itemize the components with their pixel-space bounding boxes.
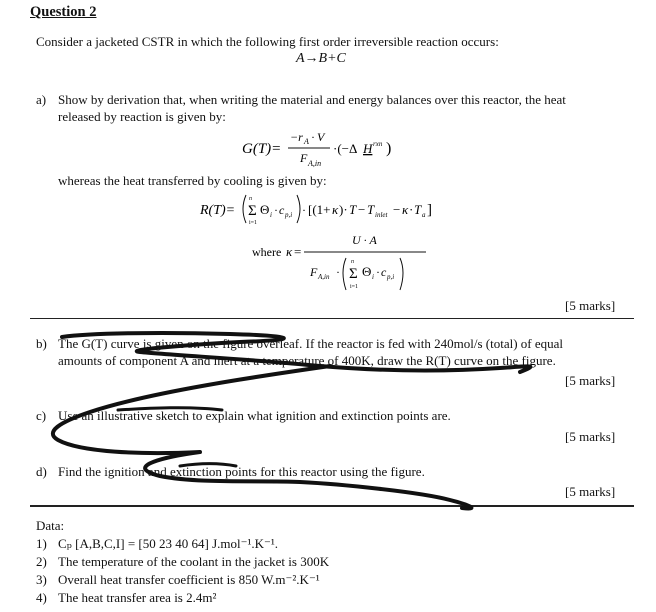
part-a-marks: [5 marks] (565, 298, 616, 313)
svg-text:V: V (317, 130, 325, 144)
svg-text:·: · (311, 130, 315, 144)
svg-text:F: F (310, 265, 318, 279)
equation-r (198, 191, 468, 227)
svg-text:c: c (279, 203, 285, 217)
equation-kappa-svg (250, 228, 430, 294)
svg-text:i: i (270, 211, 272, 219)
svg-text:−r: −r (290, 130, 303, 144)
svg-text:c: c (381, 265, 387, 279)
data-item-3-text: Overall heat transfer coefficient is 850 W.m⁻².K⁻¹ (58, 572, 320, 587)
divider-bottom (30, 505, 634, 507)
svg-text:n: n (351, 259, 354, 265)
svg-text:[(1+: [(1+ (308, 202, 331, 217)
whereas-text: whereas the heat transferred by cooling is given by: (58, 173, 327, 188)
svg-text:R(T)=: R(T)= (200, 203, 236, 218)
part-c-text: Use an illustrative sketch to explain what ignition and extinction points are. (58, 408, 451, 423)
data-item-1-num: 1) (36, 536, 47, 551)
svg-text:κ: κ (332, 202, 339, 217)
svg-text:·(−Δ: ·(−Δ (333, 141, 358, 156)
part-a-label: a) (36, 92, 47, 107)
svg-text:p,i: p,i (387, 273, 395, 281)
svg-text:·: · (302, 203, 306, 217)
reaction-equation: A→B+C (296, 51, 346, 66)
svg-text:Σ: Σ (349, 266, 358, 282)
svg-text:inlet: inlet (375, 211, 388, 219)
part-b-line2: amounts of component A and inert at a temperature of 400K, draw the R(T) curve on the figure. (58, 353, 556, 368)
svg-text:−: − (393, 202, 401, 217)
intro-text: Consider a jacketed CSTR in which the following first order irreversible reaction occurs: (36, 34, 499, 49)
data-item-2-num: 2) (36, 554, 47, 569)
svg-text:κ: κ (402, 202, 409, 217)
part-a-line2: released by reaction is given by: (58, 109, 226, 124)
data-item-4-num: 4) (36, 590, 47, 605)
svg-text:]: ] (427, 202, 432, 218)
svg-text:i=1: i=1 (249, 220, 258, 226)
part-d-marks: [5 marks] (565, 484, 616, 499)
svg-text:·: · (274, 203, 278, 217)
svg-text:U · A: U · A (352, 233, 377, 247)
svg-text:F: F (300, 151, 308, 165)
equation-g (240, 126, 420, 172)
svg-text:T: T (349, 202, 357, 217)
equation-g-svg (240, 126, 420, 172)
data-item-3-num: 3) (36, 572, 47, 587)
svg-text:a: a (422, 211, 426, 219)
svg-text:where: where (252, 245, 282, 259)
svg-text:A: A (304, 137, 309, 146)
equation-r-svg (198, 191, 468, 227)
data-item-2-text: The temperature of the coolant in the jacket is 300K (58, 554, 330, 569)
svg-text:p,i: p,i (285, 211, 293, 219)
part-d-text: Find the ignition and extinction points for this reactor using the figure. (58, 464, 425, 479)
svg-text:·: · (376, 265, 380, 279)
svg-text:H: H (363, 141, 373, 156)
data-heading: Data: (36, 518, 65, 533)
part-d-label: d) (36, 464, 47, 479)
svg-text:=: = (294, 244, 302, 259)
svg-text:·: · (336, 265, 340, 279)
equation-kappa (250, 228, 430, 294)
part-a-line1: Show by derivation that, when writing the material and energy balances over this reactor, the heat (58, 92, 566, 107)
svg-text:Θ: Θ (260, 202, 270, 217)
question-title: Question 2 (30, 4, 97, 20)
data-item-4-text: The heat transfer area is 2.4m² (58, 590, 217, 605)
svg-text:·: · (409, 202, 414, 217)
svg-text:A,in: A,in (308, 159, 322, 168)
svg-text:i: i (372, 273, 374, 281)
svg-text:rxn: rxn (373, 140, 383, 148)
part-c-label: c) (36, 408, 47, 423)
svg-text:G(T)=: G(T)= (242, 141, 282, 157)
svg-text:A,in: A,in (318, 273, 330, 281)
part-b-label: b) (36, 336, 47, 351)
part-b-line1: The G(T) curve is given on the figure overleaf. If the reactor is fed with 240mol/s (total) of equal (58, 336, 564, 351)
svg-text:Θ: Θ (362, 264, 372, 279)
divider-top (30, 318, 634, 319)
svg-text:): ) (386, 140, 392, 157)
svg-text:T: T (367, 202, 375, 217)
svg-text:−: − (358, 202, 366, 217)
data-item-1-text: Cₚ [A,B,C,I] = [50 23 40 64] J.mol⁻¹.K⁻¹. (58, 536, 279, 551)
svg-text:)·: )· (339, 202, 348, 217)
svg-text:i=1: i=1 (350, 284, 359, 290)
svg-text:T: T (414, 202, 422, 217)
svg-text:κ: κ (286, 244, 293, 259)
svg-text:n: n (249, 196, 252, 202)
scribble-stroke-lower (53, 366, 472, 508)
part-c-marks: [5 marks] (565, 429, 616, 444)
part-b-marks: [5 marks] (565, 373, 616, 388)
svg-text:Σ: Σ (248, 203, 257, 219)
